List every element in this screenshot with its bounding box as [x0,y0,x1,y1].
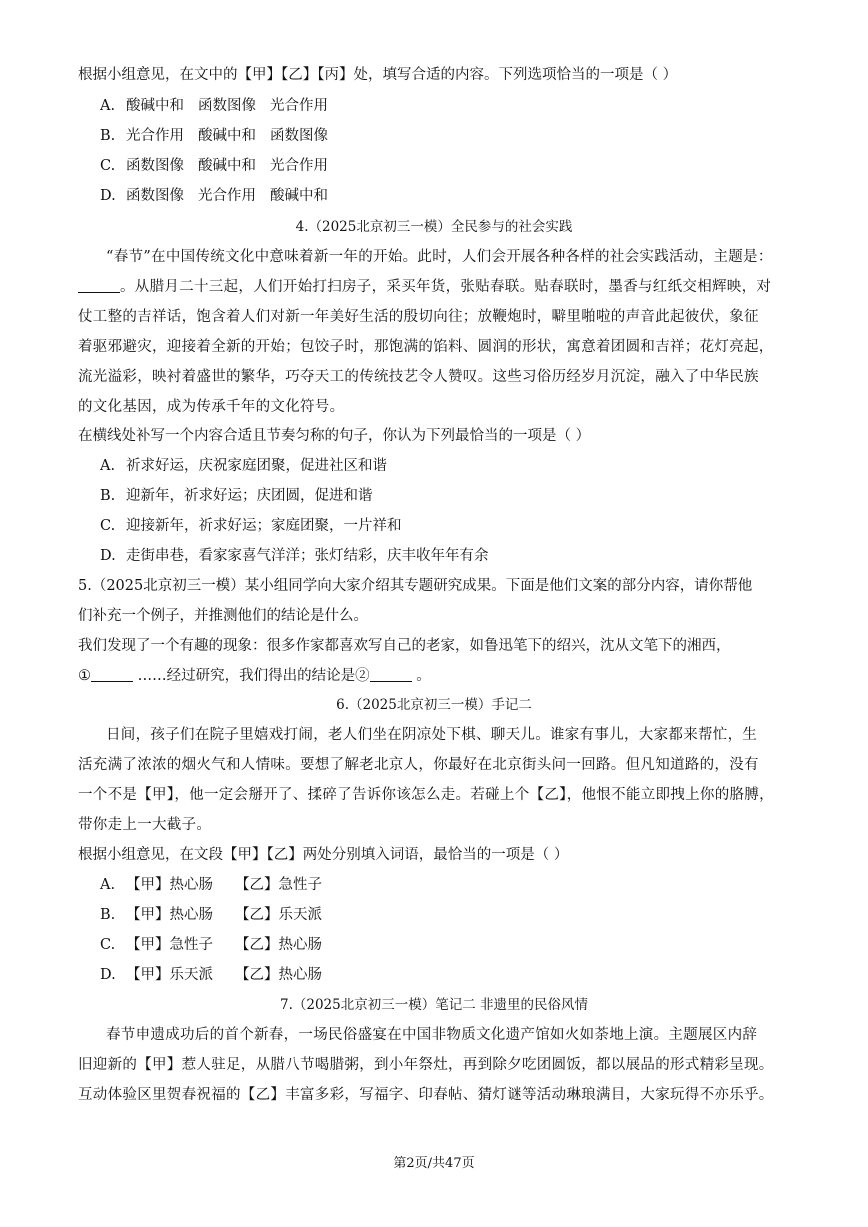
q4-passage [78,242,790,422]
q3-option-a[interactable]: A. 酸碱中和 函数图像 光合作用 [100,95,328,117]
page-number: 第2页/共47页 [393,1156,475,1171]
q3-option-d[interactable]: D. 函数图像 光合作用 酸碱中和 [100,185,328,207]
option-label: C. [100,937,116,953]
passage-line: 日间，孩子们在院子里嬉戏打闹，老人们坐在阴凉处下棋、聊天儿。谁家有事儿，大家都来帮忙，生 [106,727,758,743]
option-label: B. [100,488,116,504]
q3-stem: 根据小组意见，在文中的【甲】【乙】【丙】处，填写合适的内容。下列选项恰当的一项是（ ） [78,67,678,83]
q5-line-3: 我们发现了一个有趣的现象：很多作家都喜欢写自己的老家，如鲁迅笔下的绍兴，沈从文笔下的湘西， [78,638,731,654]
q4-stem: 在横线处补写一个内容合适且节奏匀称的句子，你认为下列最恰当的一项是（ ） [78,428,591,444]
passage-line: 的文化基因，成为传承千年的文化符号。 [78,399,345,415]
passage-line: “春节”在中国传统文化中意味着新一年的开始。此时，人们会开展各种各样的社会实践活动，主题是： [106,249,773,265]
fill-blank[interactable] [78,278,120,293]
passage-line: 。从腊月二十三起，人们开始打扫房子，采买年货，张贴春联。贴春联时，墨香与红纸交相辉映，对 [78,272,790,302]
option-label: C. [100,518,116,534]
passage-line: 旧迎新的【甲】惹人驻足，从腊八节喝腊粥，到小年祭灶，再到除夕吃团圆饭，都以展品的形式精彩呈现。 [78,1057,774,1073]
q6-stem: 根据小组意见，在文段【甲】【乙】两处分别填入词语，最恰当的一项是（ ） [78,847,569,863]
q6-option-a[interactable]: A. 【甲】热心肠 【乙】急性子 [100,874,322,896]
passage-line: 着驱邪避灾，迎接着全新的开始；包饺子时，那饱满的馅料、圆润的形状，寓意着团圆和吉祥；花灯亮起， [78,339,774,355]
passage-line: 一个不是【甲】，他一定会掰开了、揉碎了告诉你该怎么走。若碰上个【乙】，他恨不能立即拽上你的胳膊， [78,787,774,803]
q3-option-b[interactable]: B. 光合作用 酸碱中和 函数图像 [100,125,328,147]
passage-line: 春节申遗成功后的首个新春，一场民俗盛宴在中国非物质文化遗产馆如火如荼地上演。主题展区内辞 [106,1027,758,1043]
q6-title: 6.（2025北京初三一模）手记二 [336,697,532,713]
fill-blank-1[interactable] [91,667,133,682]
q7-passage [78,1020,790,1110]
option-label: A. [100,458,116,474]
option-label: B. [100,128,116,144]
q3-option-c[interactable]: C. 函数图像 酸碱中和 光合作用 [100,155,328,177]
q6-option-b[interactable]: B. 【甲】热心肠 【乙】乐天派 [100,904,322,926]
q5-line-4: ① ……经过研究，我们得出的结论是② 。 [78,668,431,684]
q4-option-c[interactable]: C. 迎接新年，祈求好运；家庭团聚，一片祥和 [100,515,402,537]
option-label: A. [100,98,116,114]
q4-option-d[interactable]: D. 走街串巷，看家家喜气洋洋；张灯结彩，庆丰收年年有余 [100,545,489,567]
q6-option-c[interactable]: C. 【甲】急性子 【乙】热心肠 [100,934,322,956]
option-label: D. [100,548,116,564]
option-label: D. [100,967,116,983]
q4-option-b[interactable]: B. 迎新年，祈求好运；庆团圆，促进和谐 [100,485,373,507]
passage-line: 互动体验区里贺春祝福的【乙】丰富多彩，写福字、印春帖、猜灯谜等活动琳琅满目，大家玩得不亦乐乎。 [78,1087,774,1103]
fill-blank-2[interactable] [370,667,412,682]
q5-line-2: 们补充一个例子，并推测他们的结论是什么。 [78,608,368,624]
q5-line-1: 5.（2025北京初三一模）某小组同学向大家介绍其专题研究成果。下面是他们文案的部分内容，请你帮他 [78,578,753,594]
q6-option-d[interactable]: D. 【甲】乐天派 【乙】热心肠 [100,964,322,986]
passage-line: 流光溢彩，映衬着盛世的繁华，巧夺天工的传统技艺令人赞叹。这些习俗历经岁月沉淀，融入了中华民族 [78,369,759,385]
q6-passage [78,720,790,840]
q4-title: 4.（2025北京初三一模）全民参与的社会实践 [295,219,573,235]
option-label: B. [100,907,116,923]
option-label: C. [100,158,116,174]
passage-line: 仗工整的吉祥话，饱含着人们对新一年美好生活的殷切向往；放鞭炮时，噼里啪啦的声音此起彼伏，象征 [78,309,759,325]
option-label: D. [100,188,116,204]
passage-line: 带你走上一大截子。 [78,817,212,833]
option-label: A. [100,877,116,893]
passage-line: 活充满了浓浓的烟火气和人情味。要想了解老北京人，你最好在北京街头问一回路。但凡知道路的，没有 [78,757,759,773]
q4-option-a[interactable]: A. 祈求好运，庆祝家庭团聚，促进社区和谐 [100,455,387,477]
q7-title: 7.（2025北京初三一模）笔记二 非遗里的民俗风情 [279,997,589,1013]
